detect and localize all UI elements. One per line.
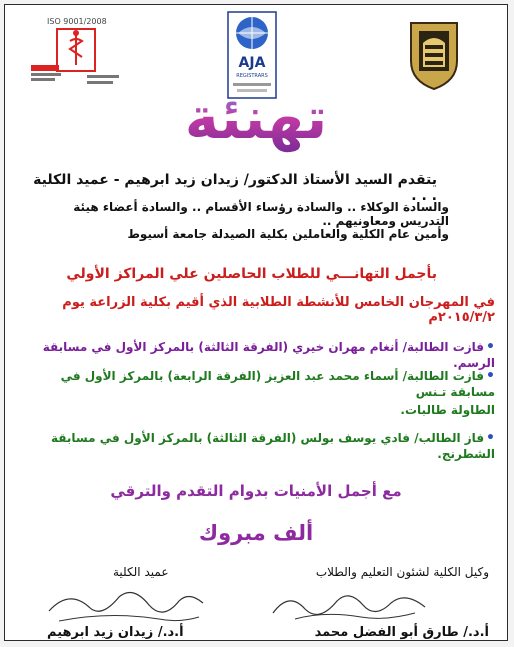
bullet-icon: •	[486, 430, 495, 446]
intro-line-3: وأمين عام الكلية والعاملين بكلية الصيدلة جامعة أسيوط	[127, 227, 449, 241]
dean-name: أ.د./ زيدان زيد ابرهيم	[47, 625, 184, 640]
dean-title: عميد الكلية	[113, 565, 169, 579]
winner-item-text: فازت الطالبة/ أنغام مهران خيري (الفرقة الثالثة) بالمركز الأول في مسابقة الرسم.	[42, 340, 495, 370]
page-title: تهنئة	[5, 83, 507, 153]
congrats-line-2: في المهرجان الخامس للأنشطة الطلابية الذي أقيم بكلية الزراعة يوم ٢٠١٥/٣/٢م	[62, 295, 495, 325]
winner-item-text: فاز الطالب/ فادي يوسف بولس (الفرقة الثالثة) بالمركز الأول في مسابقة الشطرنج.	[50, 431, 495, 461]
aja-logo-label: AJA	[238, 55, 266, 71]
bullet-icon: •	[486, 368, 495, 384]
intro-line-1: يتقدم السيد الأستاذ الدكتور/ زيدان زيد ابرهيم - عميد الكلية . . .	[33, 172, 437, 204]
winner-item-1	[25, 339, 495, 371]
pharmacy-faculty-logo	[27, 15, 123, 91]
vice-dean-name: أ.د./ طارق أبو الفضل محمد	[314, 625, 489, 640]
university-crest-logo	[405, 15, 463, 91]
closing-mabrouk: ألف مبروك	[198, 521, 314, 545]
congrats-line-1: بأجمل التهانـــي للطلاب الحاصلين علي المراكز الأولي	[66, 266, 437, 282]
vice-dean-title: وكيل الكلية لشئون التعليم والطلاب	[315, 565, 489, 579]
bullet-icon: •	[486, 339, 495, 355]
winner-item-2	[25, 368, 495, 400]
dean-signature	[39, 583, 209, 629]
winner-item-2-continuation: الطاولة طالبات.	[400, 403, 495, 417]
iso-text: ISO 9001/2008	[47, 17, 107, 26]
winner-item-3	[25, 430, 495, 462]
certificate-page	[4, 4, 508, 641]
vice-dean-signature	[265, 583, 435, 629]
aja-logo-sub: REGISTRARS	[236, 73, 268, 79]
intro-line-2: والسادة الوكلاء .. والسادة رؤساء الأقسام .. والسادة أعضاء هيئة التدريس ومعاونيهم ..	[73, 200, 449, 228]
winner-item-text: فازت الطالبة/ أسماء محمد عبد العزيز (الفرقة الرابعة) بالمركز الأول في مسابقة تـنس	[60, 369, 495, 399]
closing-wishes: مع أجمل الأمنيات بدوام التقدم والترقي	[110, 482, 402, 500]
